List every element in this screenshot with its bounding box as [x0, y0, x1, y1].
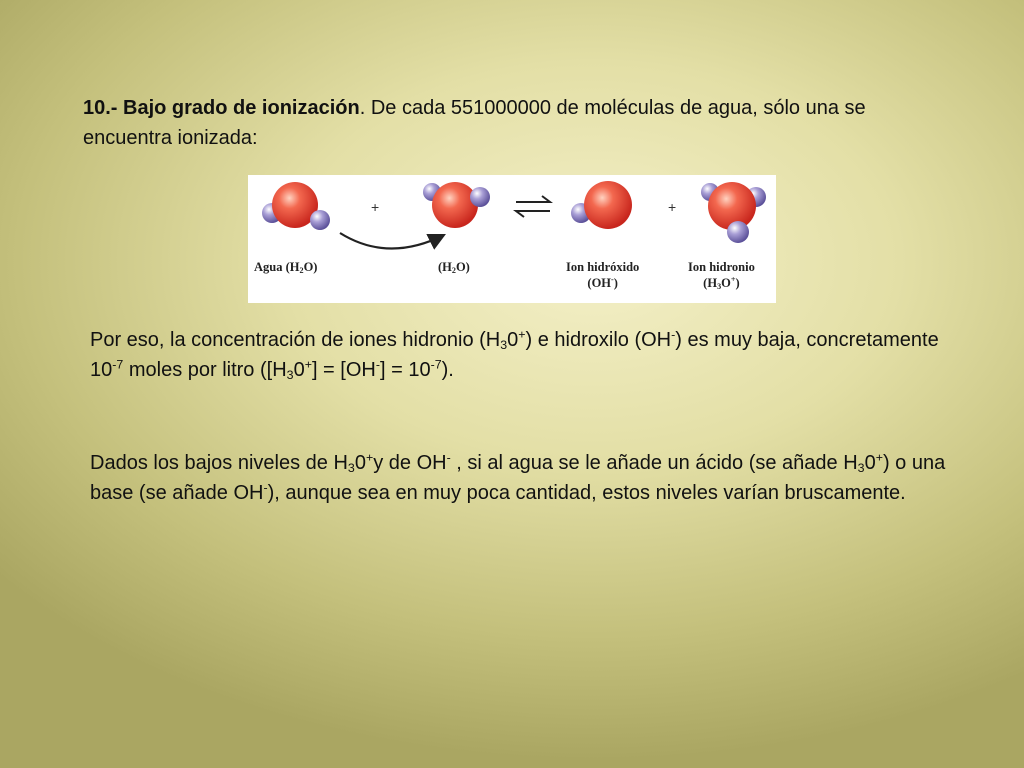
hydrogen-atom	[727, 221, 749, 243]
water-molecule-2	[423, 182, 490, 228]
water-molecule-1	[262, 182, 330, 230]
hydronium-molecule	[701, 182, 766, 243]
transfer-arrow	[340, 233, 444, 249]
hydrogen-atom	[470, 187, 490, 207]
plus-sign-2: +	[668, 199, 677, 215]
paragraph-concentration: Por eso, la concentración de iones hidronio $(H_30^+)$ e hidroxilo (OH-) es muy baja, concretamente $10^{-7}$ moles por litro $([H_30^+] = [OH^-] = 10^{-7})$.	[90, 327, 939, 383]
paragraph-text: . De cada 551000000 de moléculas de agua, sólo una se encuentra ionizada:	[83, 97, 866, 149]
hydroxide-molecule	[571, 181, 632, 229]
label-water: Agua $(H_2O)$	[254, 260, 318, 276]
oxygen-atom	[584, 181, 632, 229]
paragraph-acid-base: Dados los bajos niveles de $H_30^+y$ de OH- , si al agua se le añade un ácido (se añade $H_30^+$) o una base (se añade OH-), aunque sea en muy poca cantidad, estos niveles varían bruscamente.	[90, 450, 946, 504]
hydrogen-atom	[310, 210, 330, 230]
paragraph-title: 10.- Bajo grado de ionización	[83, 97, 360, 119]
equilibrium-arrows	[516, 196, 550, 217]
paragraph-ionization	[83, 93, 953, 153]
oxygen-atom	[432, 182, 478, 228]
plus-sign-1: +	[371, 199, 380, 215]
label-water-2: $(H_2O)$	[438, 260, 470, 276]
water-ionization-figure	[248, 175, 776, 303]
label-hydronium: Ion hidronio $(H_3O^+)$	[688, 260, 755, 292]
label-hydroxide: Ion hidróxido (OH-)	[566, 260, 640, 290]
